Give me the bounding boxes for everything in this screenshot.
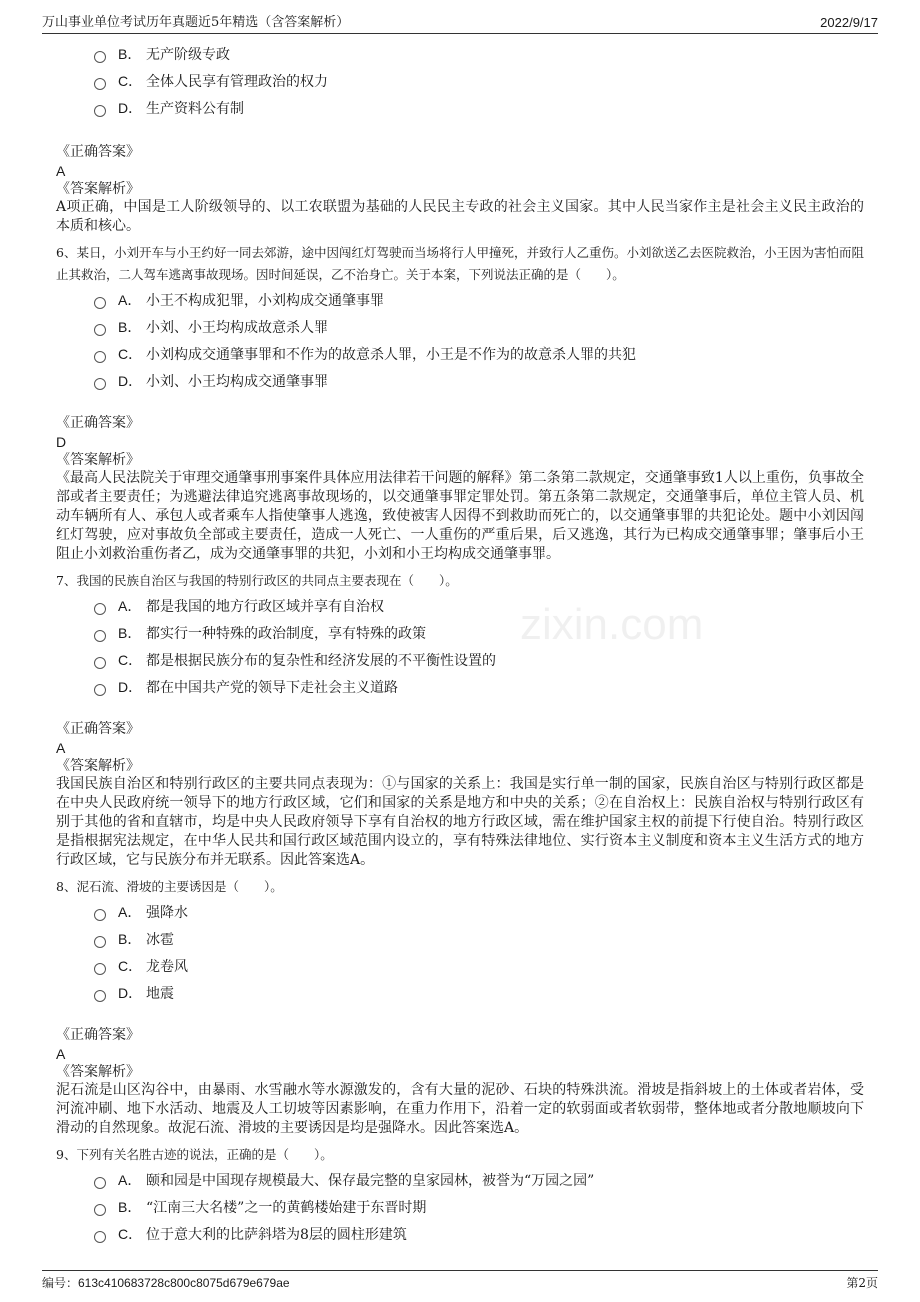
option-d[interactable]: D． 小刘、小王均构成交通肇事罪: [56, 367, 864, 394]
explanation-label: 《答案解析》: [56, 452, 140, 468]
document-date: 2022/9/17: [820, 15, 878, 30]
answer-value: A: [56, 163, 66, 179]
option-b[interactable]: B． 都实行一种特殊的政治制度，享有特殊的政策: [56, 619, 864, 646]
radio-icon[interactable]: [94, 603, 106, 615]
watermark: zixin.com: [520, 600, 704, 649]
answer-value: A: [56, 1046, 66, 1062]
option-a[interactable]: A． 强降水: [56, 898, 864, 925]
radio-icon[interactable]: [94, 105, 106, 117]
answer-label: 《正确答案》: [56, 144, 140, 160]
option-b[interactable]: B． 冰雹: [56, 925, 864, 952]
radio-icon[interactable]: [94, 297, 106, 309]
radio-icon[interactable]: [94, 378, 106, 390]
answer-value: D: [56, 434, 67, 450]
option-c[interactable]: C． 全体人民享有管理政治的权力: [56, 67, 864, 94]
option-a[interactable]: A． 小王不构成犯罪，小刘构成交通肇事罪: [56, 286, 864, 313]
answer-label: 《正确答案》: [56, 1027, 140, 1043]
radio-icon[interactable]: [94, 990, 106, 1002]
radio-icon[interactable]: [94, 1204, 106, 1216]
radio-icon[interactable]: [94, 684, 106, 696]
answer-label: 《正确答案》: [56, 721, 140, 737]
radio-icon[interactable]: [94, 51, 106, 63]
document-code: 编号：613c410683728c800c8075d679e679ae: [42, 1276, 290, 1290]
option-c[interactable]: C． 位于意大利的比萨斜塔为8层的圆柱形建筑: [56, 1220, 864, 1247]
option-b[interactable]: B． 小刘、小王均构成故意杀人罪: [56, 313, 864, 340]
option-d[interactable]: D． 都在中国共产党的领导下走社会主义道路: [56, 673, 864, 700]
radio-icon[interactable]: [94, 1231, 106, 1243]
radio-icon[interactable]: [94, 351, 106, 363]
answer-label: 《正确答案》: [56, 415, 140, 431]
option-a[interactable]: A． 都是我国的地方行政区域并享有自治权: [56, 592, 864, 619]
explanation-text: A项正确，中国是工人阶级领导的、以工农联盟为基础的人民民主专政的社会主义国家。其中人民当家作主是社会主义民主政治的本质和核心。: [56, 199, 864, 234]
explanation-text: 泥石流是山区沟谷中，由暴雨、水雪融水等水源激发的，含有大量的泥砂、石块的特殊洪流。滑坡是指斜坡上的土体或者岩体，受河流冲刷、地下水活动、地震及人工切坡等因素影响，在重力作用下，沿着一定的软弱面或者软弱带，整体地或者分散地顺坡向下滑动的自然现象。故泥石流、滑坡的主要诱因是均是强降水。因此答案选A。: [56, 1082, 864, 1136]
option-c[interactable]: C． 龙卷风: [56, 952, 864, 979]
radio-icon[interactable]: [94, 909, 106, 921]
document-title: 万山事业单位考试历年真题近5年精选（含答案解析）: [42, 15, 350, 30]
explanation-label: 《答案解析》: [56, 181, 140, 197]
radio-icon[interactable]: [94, 78, 106, 90]
question-text: 7、我国的民族自治区与我国的特别行政区的共同点主要表现在（ ）。: [56, 573, 458, 588]
radio-icon[interactable]: [94, 936, 106, 948]
radio-icon[interactable]: [94, 324, 106, 336]
explanation-label: 《答案解析》: [56, 1064, 140, 1080]
option-c[interactable]: C． 都是根据民族分布的复杂性和经济发展的不平衡性设置的: [56, 646, 864, 673]
question-text: 9、下列有关名胜古迹的说法，正确的是（ ）。: [56, 1147, 333, 1162]
document-body: [56, 40, 864, 1247]
explanation-text: 《最高人民法院关于审理交通肇事刑事案件具体应用法律若干问题的解释》第二条第二款规定，交通肇事致1人以上重伤，负事故全部或者主要责任；为逃避法律追究逃离事故现场的，以交通肇事罪定罪处罚。第五条第二款规定，交通肇事后，单位主管人员、机动车辆所有人、承包人或者乘车人指使肇事人逃逸，致使被害人因得不到救助而死亡的，以交通肇事罪的共犯论处。题中小刘因闯红灯驾驶，应对事故负全部或主要责任，造成一人死亡、一人重伤的严重后果，后又逃逸，其行为已构成交通肇事罪；肇事后小王阻止小刘救治重伤者乙，成为交通肇事罪的共犯，小刘和小王均构成交通肇事罪。: [56, 470, 864, 562]
option-d[interactable]: D． 地震: [56, 979, 864, 1006]
radio-icon[interactable]: [94, 963, 106, 975]
radio-icon[interactable]: [94, 630, 106, 642]
answer-value: A: [56, 740, 66, 756]
question-6: [56, 242, 864, 564]
question-7: [56, 570, 864, 870]
question-text: 6、某日，小刘开车与小王约好一同去郊游，途中因闯红灯驾驶而当场将行人甲撞死，并致行人乙重伤。小刘欲送乙去医院救治，小王因为害怕而阻止其救治，二人驾车逃离事故现场。因时间延误，乙不治身亡。关于本案，下列说法正确的是（ ）。: [56, 245, 864, 282]
page-footer: [42, 1270, 878, 1294]
option-b[interactable]: B． “江南三大名楼”之一的黄鹤楼始建于东晋时期: [56, 1193, 864, 1220]
explanation-label: 《答案解析》: [56, 758, 140, 774]
question-5: [56, 40, 864, 236]
option-c[interactable]: C． 小刘构成交通肇事罪和不作为的故意杀人罪，小王是不作为的故意杀人罪的共犯: [56, 340, 864, 367]
question-text: 8、泥石流、滑坡的主要诱因是（ ）。: [56, 879, 283, 894]
question-9: [56, 1144, 864, 1247]
radio-icon[interactable]: [94, 1177, 106, 1189]
explanation-text: 我国民族自治区和特别行政区的主要共同点表现为：①与国家的关系上：我国是实行单一制的国家，民族自治区与特别行政区都是在中央人民政府统一领导下的地方行政区域，它们和国家的关系是地方和中央的关系；②在自治权上：民族自治权与特别行政区有别于其他的省和直辖市，均是中央人民政府领导下享有自治权的地方行政区域，需在维护国家主权的前提下行使自治。特别行政区是指根据宪法规定，在中华人民共和国行政区域范围内设立的，享有特殊法律地位、实行资本主义制度和资本主义生活方式的地方行政区域，它与民族分布并无联系。因此答案选A。: [56, 776, 864, 868]
radio-icon[interactable]: [94, 657, 106, 669]
question-8: [56, 876, 864, 1138]
page-number: 第2页: [846, 1276, 878, 1290]
page-header: [42, 8, 878, 34]
option-a[interactable]: A． 颐和园是中国现存规模最大、保存最完整的皇家园林，被誉为“万园之园”: [56, 1166, 864, 1193]
option-b[interactable]: B． 无产阶级专政: [56, 40, 864, 67]
option-d[interactable]: D． 生产资料公有制: [56, 94, 864, 121]
